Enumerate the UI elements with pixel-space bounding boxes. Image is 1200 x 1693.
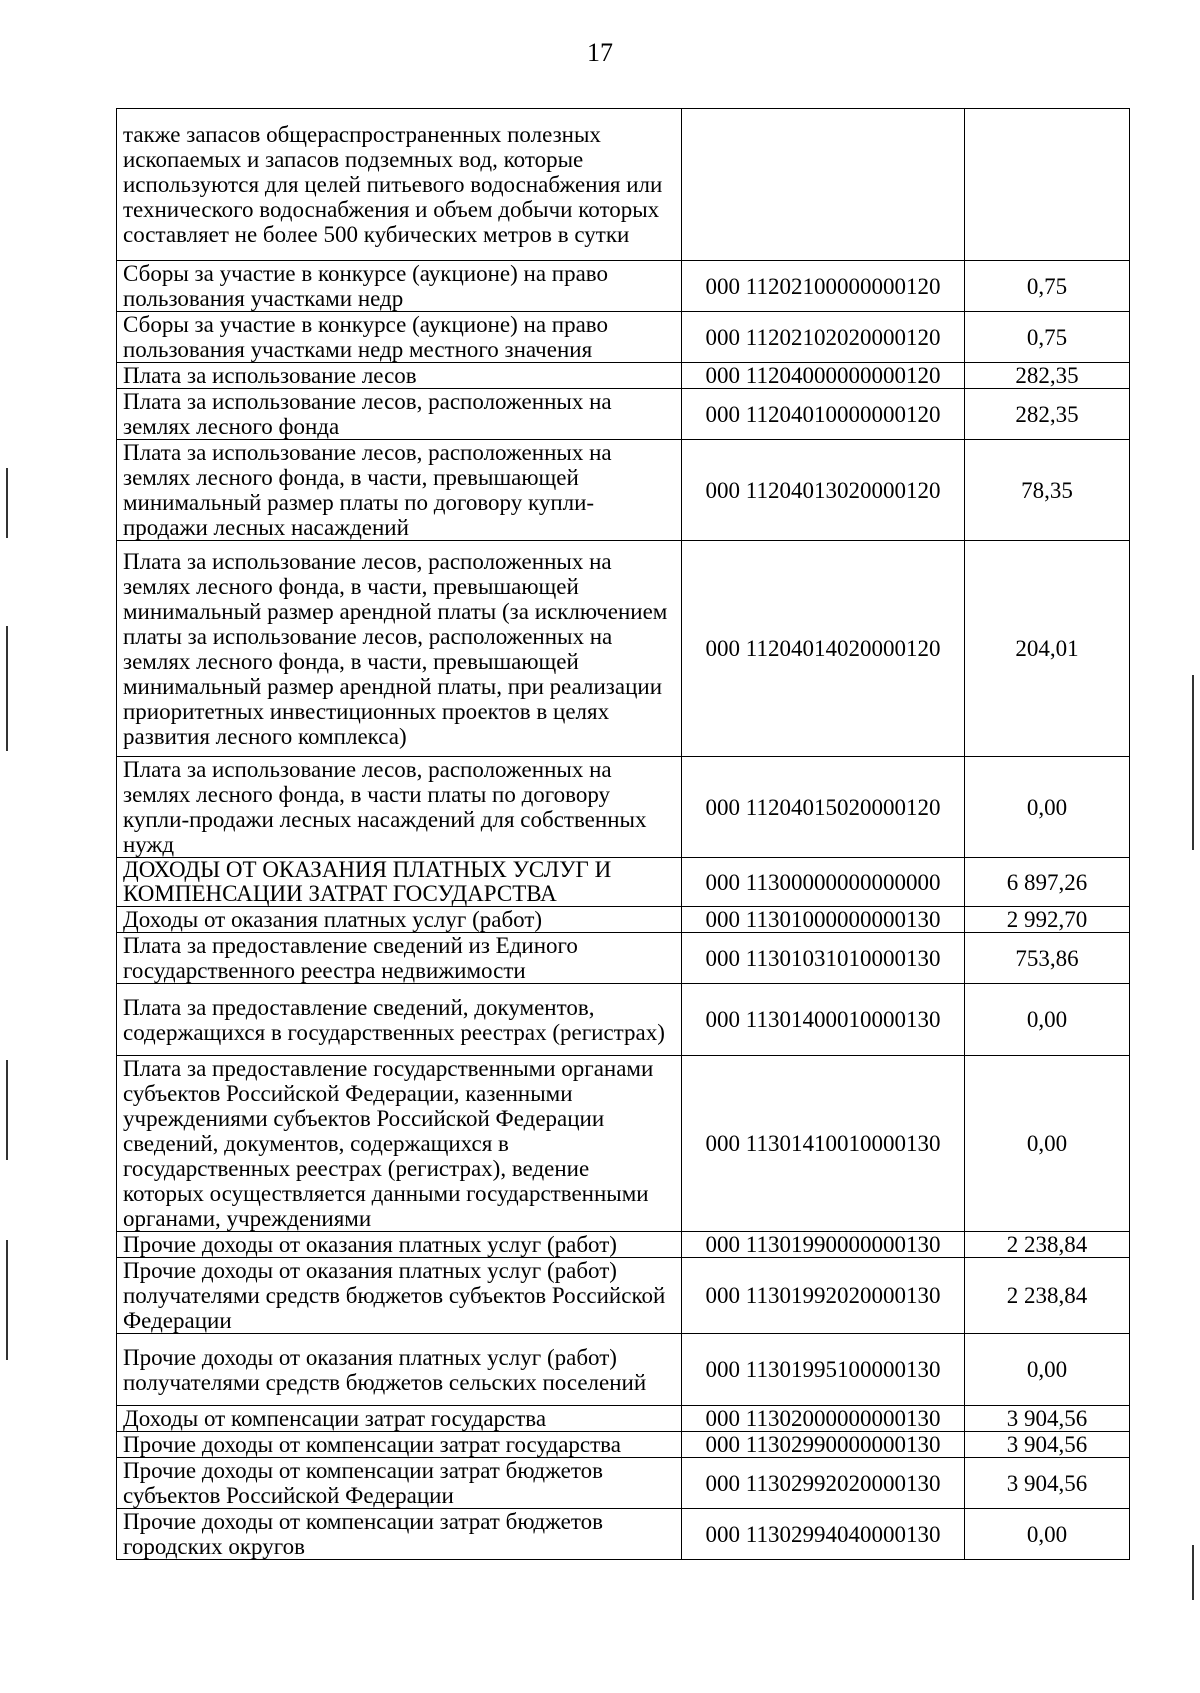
- row-code: 000 11302994040000130: [682, 1509, 965, 1560]
- table-row: [117, 984, 1130, 1056]
- row-name: Прочие доходы от оказания платных услуг (работ) получателями средств бюджетов субъектов Российской Федерации: [117, 1258, 682, 1334]
- row-code: 000 11204013020000120: [682, 440, 965, 541]
- revenue-table-body: [117, 109, 1130, 1560]
- table-row: [117, 1458, 1130, 1509]
- row-name: ДОХОДЫ ОТ ОКАЗАНИЯ ПЛАТНЫХ УСЛУГ И КОМПЕНСАЦИИ ЗАТРАТ ГОСУДАРСТВА: [117, 858, 682, 907]
- row-name: Плата за использование лесов, расположенных на землях лесного фонда, в части, превышающей минимальный размер платы по договору купли-продажи лесных насаждений: [117, 440, 682, 541]
- table-row: [117, 907, 1130, 933]
- scan-margin-mark: [6, 468, 8, 538]
- row-amount: 282,35: [965, 363, 1130, 389]
- row-amount: 6 897,26: [965, 858, 1130, 907]
- row-name: Плата за использование лесов: [117, 363, 682, 389]
- row-code: 000 11300000000000000: [682, 858, 965, 907]
- row-name: Прочие доходы от компенсации затрат государства: [117, 1432, 682, 1458]
- table-row: [117, 312, 1130, 363]
- row-name: Плата за предоставление сведений из Единого государственного реестра недвижимости: [117, 933, 682, 984]
- table-row: [117, 858, 1130, 907]
- row-code: 000 11204015020000120: [682, 757, 965, 858]
- row-name: также запасов общераспространенных полезных ископаемых и запасов подземных вод, которые используются для целей питьевого водоснабжения или технического водоснабжения и объем добычи которых составляет не более 500 кубических метров в сутки: [117, 109, 682, 261]
- row-amount: 0,00: [965, 984, 1130, 1056]
- scan-margin-mark: [6, 626, 8, 751]
- table-row: [117, 1406, 1130, 1432]
- table-row: [117, 1432, 1130, 1458]
- row-amount: 78,35: [965, 440, 1130, 541]
- revenue-table: [116, 108, 1130, 1560]
- scan-margin-mark: [6, 1060, 8, 1160]
- table-row: [117, 1258, 1130, 1334]
- row-amount: 0,75: [965, 312, 1130, 363]
- table-row: [117, 109, 1130, 261]
- row-name: Прочие доходы от компенсации затрат бюджетов субъектов Российской Федерации: [117, 1458, 682, 1509]
- row-name: Сборы за участие в конкурсе (аукционе) на право пользования участками недр местного значения: [117, 312, 682, 363]
- row-amount: 0,00: [965, 1056, 1130, 1232]
- scan-margin-mark: [1192, 1545, 1194, 1600]
- table-row: [117, 541, 1130, 757]
- table-row: [117, 363, 1130, 389]
- row-code: 000 11301000000000130: [682, 907, 965, 933]
- row-code: 000 11204014020000120: [682, 541, 965, 757]
- row-amount: 0,00: [965, 757, 1130, 858]
- row-name: Прочие доходы от оказания платных услуг (работ): [117, 1232, 682, 1258]
- row-amount: 0,00: [965, 1334, 1130, 1406]
- row-amount: 3 904,56: [965, 1406, 1130, 1432]
- row-code: 000 11302992020000130: [682, 1458, 965, 1509]
- scan-margin-mark: [1192, 675, 1194, 850]
- table-row: [117, 1232, 1130, 1258]
- table-row: [117, 389, 1130, 440]
- row-name: Плата за предоставление государственными органами субъектов Российской Федерации, казенными учреждениями субъектов Российской Федерации сведений, документов, содержащихся в государственных реестрах (регистрах), ведение которых осуществляется данными государственными органами, учреждениями: [117, 1056, 682, 1232]
- row-amount: [965, 109, 1130, 261]
- row-name: Доходы от оказания платных услуг (работ): [117, 907, 682, 933]
- row-name: Сборы за участие в конкурсе (аукционе) на право пользования участками недр: [117, 261, 682, 312]
- row-code: 000 11301992020000130: [682, 1258, 965, 1334]
- row-code: 000 11301995100000130: [682, 1334, 965, 1406]
- row-amount: 282,35: [965, 389, 1130, 440]
- row-code: 000 11301031010000130: [682, 933, 965, 984]
- table-row: [117, 440, 1130, 541]
- row-amount: 2 238,84: [965, 1232, 1130, 1258]
- row-code: 000 11202102020000120: [682, 312, 965, 363]
- row-amount: 3 904,56: [965, 1432, 1130, 1458]
- page-number: 17: [587, 38, 613, 67]
- row-code: 000 11204010000000120: [682, 389, 965, 440]
- row-code: 000 11202100000000120: [682, 261, 965, 312]
- row-name: Плата за использование лесов, расположенных на землях лесного фонда, в части, превышающей минимальный размер арендной платы (за исключением платы за использование лесов, расположенных на землях лесного фонда, в части, превышающей минимальный размер арендной платы, при реализации приоритетных инвестиционных проектов в целях развития лесного комплекса): [117, 541, 682, 757]
- row-name: Прочие доходы от оказания платных услуг (работ) получателями средств бюджетов сельских поселений: [117, 1334, 682, 1406]
- row-code: 000 11302000000000130: [682, 1406, 965, 1432]
- row-code: 000 11302990000000130: [682, 1432, 965, 1458]
- row-code: 000 11301990000000130: [682, 1232, 965, 1258]
- row-amount: 753,86: [965, 933, 1130, 984]
- row-name: Доходы от компенсации затрат государства: [117, 1406, 682, 1432]
- scan-margin-mark: [6, 1240, 8, 1360]
- row-amount: 0,75: [965, 261, 1130, 312]
- table-row: [117, 933, 1130, 984]
- row-code: [682, 109, 965, 261]
- table-row: [117, 1509, 1130, 1560]
- table-row: [117, 757, 1130, 858]
- table-row: [117, 261, 1130, 312]
- row-amount: 3 904,56: [965, 1458, 1130, 1509]
- table-row: [117, 1334, 1130, 1406]
- row-amount: 204,01: [965, 541, 1130, 757]
- row-amount: 2 238,84: [965, 1258, 1130, 1334]
- table-row: [117, 1056, 1130, 1232]
- row-amount: 2 992,70: [965, 907, 1130, 933]
- row-code: 000 11204000000000120: [682, 363, 965, 389]
- row-name: Плата за использование лесов, расположенных на землях лесного фонда, в части платы по договору купли-продажи лесных насаждений для собственных нужд: [117, 757, 682, 858]
- row-code: 000 11301410010000130: [682, 1056, 965, 1232]
- row-amount: 0,00: [965, 1509, 1130, 1560]
- row-name: Плата за использование лесов, расположенных на землях лесного фонда: [117, 389, 682, 440]
- row-name: Прочие доходы от компенсации затрат бюджетов городских округов: [117, 1509, 682, 1560]
- row-name: Плата за предоставление сведений, документов, содержащихся в государственных реестрах (регистрах): [117, 984, 682, 1056]
- row-code: 000 11301400010000130: [682, 984, 965, 1056]
